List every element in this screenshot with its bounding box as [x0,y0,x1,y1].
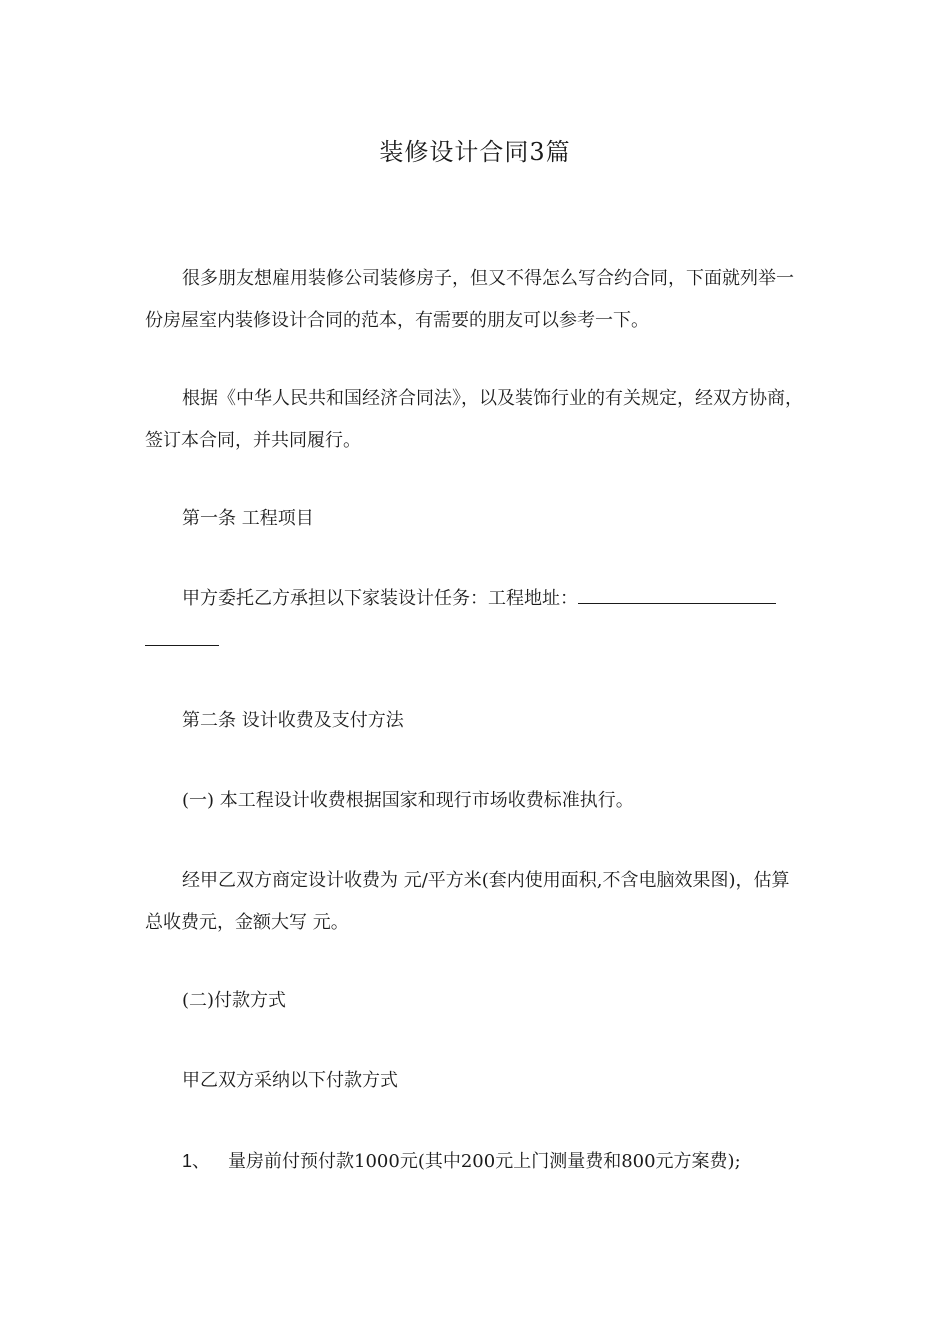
payment-item-1-number: 1、 [182,1151,211,1171]
clause1-paragraph: (一) 本工程设计收费根据国家和现行市场收费标准执行。 [182,790,634,811]
article1-text: 甲方委托乙方承担以下家装设计任务：工程地址： [182,588,578,609]
article1-paragraph [145,578,805,662]
article1-heading: 第一条 工程项目 [182,508,314,529]
preamble-paragraph: 根据《中华人民共和国经济合同法》，以及装饰行业的有关规定，经双方协商，签订本合同，并共同履行。 [145,388,803,451]
payment-item-1-text: 量房前付预付款1000元(其中200元上门测量费和800元方案费); [228,1151,741,1172]
fee-paragraph: 经甲乙双方商定设计收费为 元/平方米(套内使用面积,不含电脑效果图)，估算总收费元，金额大写 元。 [145,870,790,933]
address-blank-line-2 [145,627,219,646]
article2-heading: 第二条 设计收费及支付方法 [182,710,404,731]
clause2-heading: (二)付款方式 [182,990,287,1011]
payment-intro: 甲乙双方采纳以下付款方式 [182,1070,398,1091]
address-blank-line [578,585,776,604]
payment-item-1 [145,1140,805,1183]
intro-paragraph: 很多朋友想雇用装修公司装修房子，但又不得怎么写合约合同，下面就列举一份房屋室内装修设计合同的范本，有需要的朋友可以参考一下。 [145,268,794,331]
document-title: 装修设计合同3篇 [379,138,571,166]
